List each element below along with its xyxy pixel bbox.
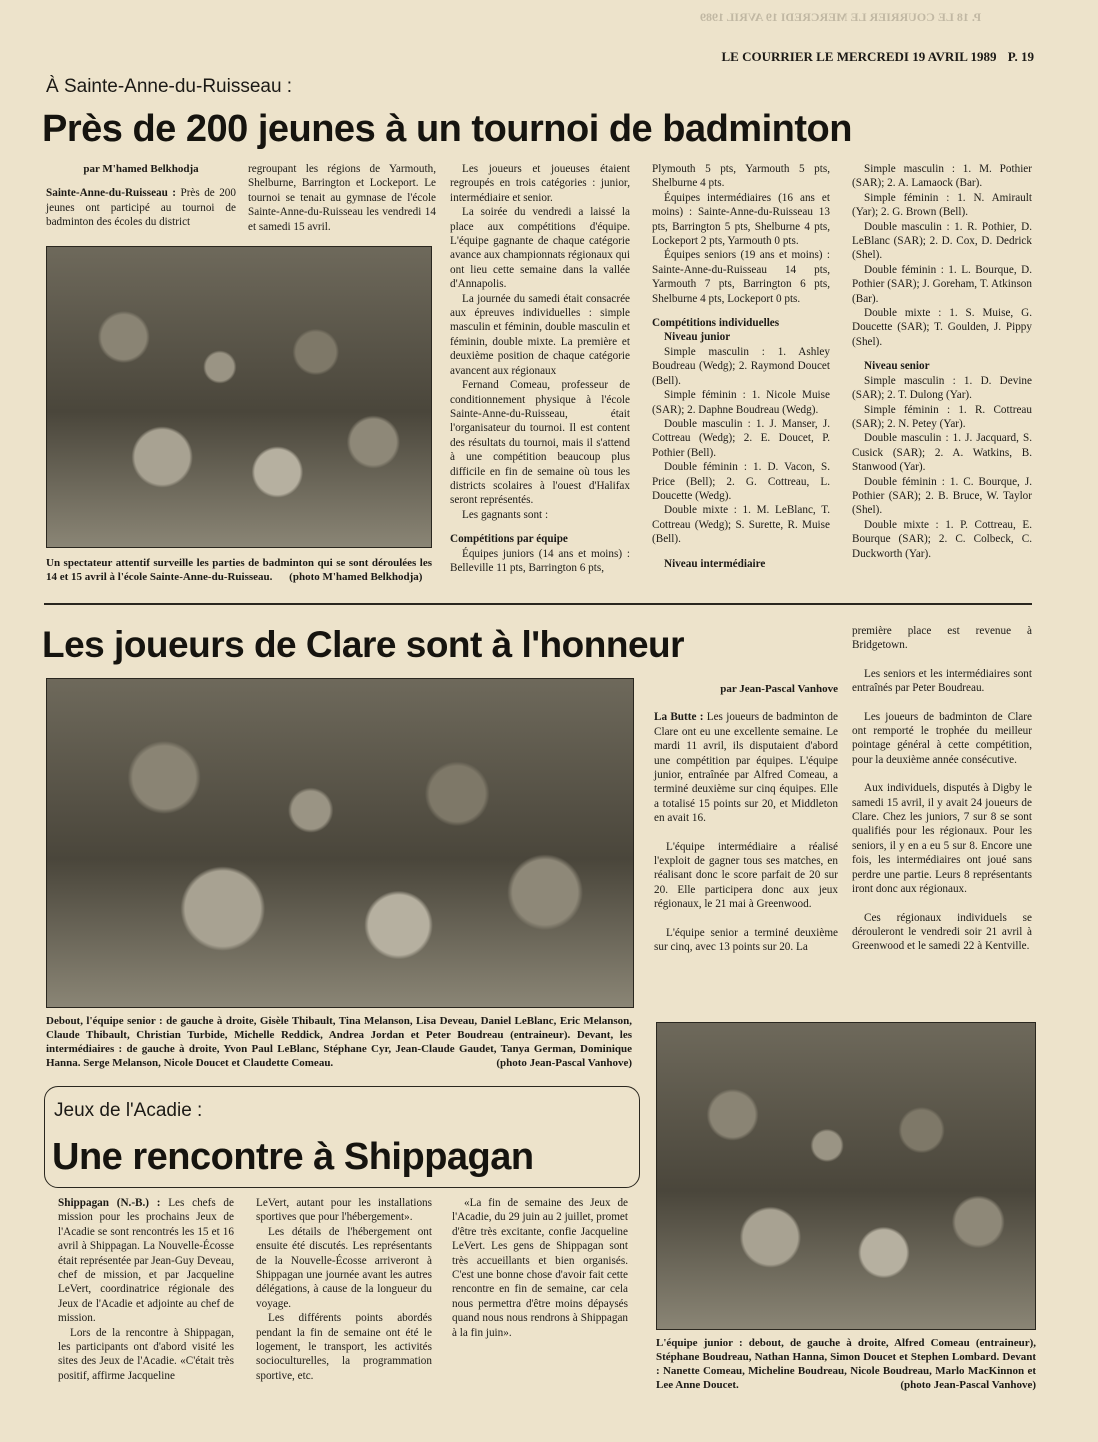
article2-byline: par Jean-Pascal Vanhove: [720, 683, 838, 695]
article2-caption2-text: L'équipe junior : debout, de gauche à droite, Alfred Comeau (entraineur), Stéphane Boudreau, Nathan Hanna, Simon Doucet et Stephen Lombard. Devant : Nanette Comeau, Micheline Boudreau, Nicole Boudreau, Marlo MacKinnon et Lee Anne Doucet.: [656, 1337, 1036, 1391]
article3-col3: [452, 1196, 628, 1340]
article1-kicker: À Sainte-Anne-du-Ruisseau :: [46, 76, 293, 97]
article3-col3-p0: «La fin de semaine des Jeux de l'Acadie, du 29 juin au 2 juillet, promet d'être très excitante, confie Jacqueline LeVert. Les gens de Shippagan sont très accueillants et bien organisés. C'est une bonne chose d'avoir fait cette rencontre en fin de semaine, car cela nous permettra d'être moins dépaysés quand nous nous rendrons à Shippagan à la fin juin».: [452, 1197, 628, 1339]
article1-col3-subhead: Compétitions par équipe: [450, 533, 568, 546]
page-header: [560, 49, 1034, 65]
article3-lead: Shippagan (N.-B.) :: [58, 1197, 161, 1209]
article1-col5-p1: Simple féminin : 1. N. Amirault (Yar); 2. G. Brown (Bell).: [852, 191, 1032, 219]
article1-col1-body: Près de 200 jeunes ont participé au tournoi de badminton des écoles du district: [46, 187, 236, 229]
article3-col1-body: Les chefs de mission pour les prochains Jeux de l'Acadie se sont rencontrés les 15 et 16 avril à Shippagan. La Nouvelle-Écosse était représentée par Jean-Guy Deveau, chef de mission, et par Jacqueline LeVert, coordinatrice régionale des Jeux de l'Acadie et adjointe au chef de mission.: [58, 1197, 234, 1325]
article1-col3-tail: Équipes juniors (14 ans et moins) : Belleville 11 pts, Barrington 6 pts,: [450, 547, 630, 574]
article2-photo2-caption: [656, 1336, 1036, 1392]
article1-col3-p3: Fernand Comeau, professeur de conditionnement physique à l'école Sainte-Anne-du-Ruisseau, était l'organisateur du tournoi. Il est content des résultats du tournoi, mais il s'attend à une compétition beaucoup plus difficile en fin de semaine où tous les districts scolaires à l'ouest d'Halifax seront représentés.: [450, 379, 630, 507]
article1-col5-p0: Simple masculin : 1. M. Pothier (SAR); 2. A. Lamaock (Bar).: [852, 163, 1032, 190]
article2-lead: La Butte :: [654, 711, 704, 724]
article1-col5-subhead: Niveau senior: [864, 360, 930, 373]
article1-col5-b2: Double masculin : 1. J. Jacquard, S. Cusick (SAR); 2. A. Watkins, B. Stanwood (Yar).: [852, 432, 1032, 474]
article1-col1: [46, 162, 236, 230]
article1-col1-text: [46, 186, 236, 229]
article3-headline: Une rencontre à Shippagan: [52, 1136, 534, 1178]
article1-col3-p2: La journée du samedi était consacrée aux épreuves individuelles : simple masculin et féminin, double masculin et féminin, double mixte. La première et deuxième position de chaque catégorie avancent aux régionaux: [450, 292, 630, 377]
article3-col2-p2: Les différents points abordés pendant la fin de semaine ont été le logement, le transport, les activités socioculturelles, la programmation sportive, etc.: [256, 1312, 432, 1382]
article1-col3-p1: La soirée du vendredi a laissé la place aux compétitions d'équipe. L'équipe gagnante de chaque catégorie avance aux championnats régionaux qui ont lieu cette semaine dans la vallée d'Annapolis.: [450, 206, 630, 291]
header-date: LE COURRIER LE MERCREDI 19 AVRIL 1989: [721, 49, 997, 64]
article1-col5-p2: Double masculin : 1. R. Pothier, D. LeBlanc (SAR); 2. D. Cox, D. Dedrick (Shel).: [852, 220, 1032, 262]
article1-headline: Près de 200 jeunes à un tournoi de badminton: [42, 108, 852, 150]
article1-col4-b2: Double masculin : 1. J. Manser, J. Cottreau (Wedg); 2. E. Doucet, P. Pothier (Bell).: [652, 417, 830, 459]
article1-col5-b3: Double féminin : 1. C. Bourque, J. Pothier (SAR); 2. B. Bruce, W. Taylor (Shel).: [852, 475, 1032, 517]
article1-col4-subhead2: Niveau junior: [664, 331, 731, 344]
article1-col5-p4: Double mixte : 1. S. Muise, G. Doucette (SAR); T. Goulden, J. Pippy (Shel).: [852, 307, 1032, 348]
article3-col2-p1: Les détails de l'hébergement ont ensuite été discutés. Les représentants de la Nouvelle-Écosse arriveront à Shippagan une journée avant les autres délégations, à cause de la longueur du voyage.: [256, 1225, 432, 1310]
article1-col5: [852, 162, 1032, 561]
article1-col4-b1: Simple féminin : 1. Nicole Muise (SAR); 2. Daphne Boudreau (Wedg).: [652, 389, 830, 416]
article1-lead: Sainte-Anne-du-Ruisseau :: [46, 187, 177, 200]
article1-col5-b0: Simple masculin : 1. D. Devine (SAR); 2. T. Dulong (Yar).: [852, 374, 1032, 402]
article3-col1-p0: [58, 1196, 234, 1326]
article1-byline: par M'hamed Belkhodja: [83, 163, 199, 175]
article1-col3-p4: Les gagnants sont :: [462, 508, 549, 521]
article1-photo-caption: [46, 556, 432, 584]
article2-caption-text: Debout, l'équipe senior : de gauche à droite, Gisèle Thibault, Tina Melanson, Lisa Deveau, Daniel LeBlanc, Eric Melanson, Claude Thibault, Christian Turbide, Michelle Reddick, Andrea Jordan et Peter Boudreau (entraineur). Devant, les intermédiaires : de gauche à droite, Yvon Paul LeBlanc, Stéphane Cyr, Jean-Claude Gaudet, Tanya German, Dominique Hanna. Serge Melanson, Nicole Doucet et Claudette Comeau.: [46, 1015, 632, 1069]
article1-col4-p2: Équipes seniors (19 ans et moins) : Sainte-Anne-du-Ruisseau 14 pts, Yarmouth 7 pts, Barrington 6 pts, Shelburne 4 pts, Lockeport 0 pts.: [652, 249, 830, 305]
article2-col1-p2: L'équipe senior a terminé deuxième sur cinq, avec 13 points sur 20. La: [654, 926, 838, 954]
article1-col3-p0: Les joueurs et joueuses étaient regroupés en trois catégories : junior, intermédiaire et senior.: [450, 163, 630, 204]
article2-photo-credit: (photo Jean-Pascal Vanhove): [496, 1057, 632, 1069]
article3-col2-p0: LeVert, autant pour les installations sportives que pour l'hébergement».: [256, 1197, 432, 1224]
page-number: P. 19: [1007, 49, 1034, 64]
article1-col5-p3: Double féminin : 1. L. Bourque, D. Pothier (SAR); J. Goreham, T. Atkinson (Bar).: [852, 263, 1032, 305]
article2-photo2-credit: (photo Jean-Pascal Vanhove): [900, 1379, 1036, 1391]
article2-col2-p3: Aux individuels, disputés à Digby le samedi 15 avril, il y avait 24 joueurs de Clare. Chez les juniors, 7 sur 8 se sont qualifiés pour les régionaux. Pour les seniors, il y en a eu 5 sur 8. Encore une fois, les intermédiaires ont joué sans perdre une partie. Leurs 8 représentants iront donc aux régionaux.: [852, 782, 1032, 896]
article2-headline: Les joueurs de Clare sont à l'honneur: [42, 624, 685, 665]
article2-col1-p0: [654, 710, 838, 825]
section-divider: [44, 603, 1032, 605]
article1-col4-b0: Simple masculin : 1. Ashley Boudreau (Wedg); 2. Raymond Doucet (Bell).: [652, 345, 830, 387]
article1-col5-b4: Double mixte : 1. P. Cottreau, E. Bourque (SAR); 2. C. Colbeck, C. Duckworth (Yar).: [852, 518, 1032, 560]
ghost-header: P. 18 LE COURRIER LE MERCREDI 19 AVRIL 1989: [700, 10, 982, 24]
article1-col4-p0: Plymouth 5 pts, Yarmouth 5 pts, Shelburne 4 pts.: [652, 163, 830, 190]
article2-col2-p0: première place est revenue à Bridgetown.: [852, 625, 1032, 652]
article1-col3: [450, 162, 630, 575]
article1-caption-text: Un spectateur attentif surveille les parties de badminton qui se sont déroulées les 14 et 15 avril à l'école Sainte-Anne-du-Ruisseau.: [46, 557, 432, 583]
clare-team-photo: [46, 678, 634, 1008]
article3-col1: [58, 1196, 234, 1383]
article1-photo-credit: (photo M'hamed Belkhodja): [289, 571, 423, 583]
article1-col2-text: regroupant les régions de Yarmouth, Shelburne, Barrington et Lockeport. Le tournoi se tenait au gymnase de l'école Sainte-Anne-du-Ruisseau les vendredi 14 et samedi 15 avril.: [248, 163, 436, 233]
article1-col4-subhead3: Niveau intermédiaire: [664, 557, 766, 570]
article3-col2: [256, 1196, 432, 1383]
article1-col4: [652, 162, 830, 571]
article1-col4-b4: Double mixte : 1. M. LeBlanc, T. Cottreau (Wedg); S. Surette, R. Muise (Bell).: [652, 504, 830, 546]
article2-col1: [654, 682, 838, 955]
junior-team-photo: [656, 1022, 1036, 1330]
article1-col4-b3: Double féminin : 1. D. Vacon, S. Price (Bell); 2. G. Cottreau, L. Doucette (Wedg).: [652, 461, 830, 502]
article2-col2-p2: Les joueurs de badminton de Clare ont remporté le trophée du meilleur pointage général à cette compétition, pour la deuxième année consécutive.: [852, 710, 1032, 766]
article1-col5-b1: Simple féminin : 1. R. Cottreau (SAR); 2. N. Petey (Yar).: [852, 403, 1032, 430]
article2-col2: [852, 624, 1032, 954]
article2-photo-caption: [46, 1014, 632, 1070]
article1-col4-p1: Équipes intermédiaires (16 ans et moins) : Sainte-Anne-du-Ruisseau 13 pts, Barrington 5 pts, Shelburne 4 pts, Lockeport 2 pts, Yarmouth 0 pts.: [652, 191, 830, 248]
article1-col2: [248, 162, 436, 234]
article1-col4-subhead1: Compétitions individuelles: [652, 317, 780, 330]
article2-col1-body: Les joueurs de badminton de Clare ont eu une excellente semaine. Le mardi 11 avril, ils disputaient d'abord une compétition par équipes. L'équipe junior, entraînée par Alfred Comeau, a terminé deuxième sur cinq équipes. Elle a totalisé 15 points sur 20, et Middleton en avait 16.: [654, 711, 838, 825]
article3-col1-p1: Lors de la rencontre à Shippagan, les participants ont d'abord visité les sites des Jeux de l'Acadie. «C'était très positif, affirme Jacqueline: [58, 1326, 234, 1382]
article2-col2-p1: Les seniors et les intermédiaires sont entraînés par Peter Boudreau.: [852, 667, 1032, 695]
badminton-spectator-photo: [46, 246, 432, 548]
article3-kicker: Jeux de l'Acadie :: [54, 1100, 203, 1121]
article2-col2-p4: Ces régionaux individuels se dérouleront le vendredi soir 21 avril à Greenwood et le samedi 22 à Kentville.: [852, 911, 1032, 953]
article2-col1-p1: L'équipe intermédiaire a réalisé l'exploit de gagner tous ses matches, en réalisant donc le score parfait de 20 sur 20. Elle participera donc aux jeux régionaux, le 21 mai à Greenwood.: [654, 840, 838, 911]
